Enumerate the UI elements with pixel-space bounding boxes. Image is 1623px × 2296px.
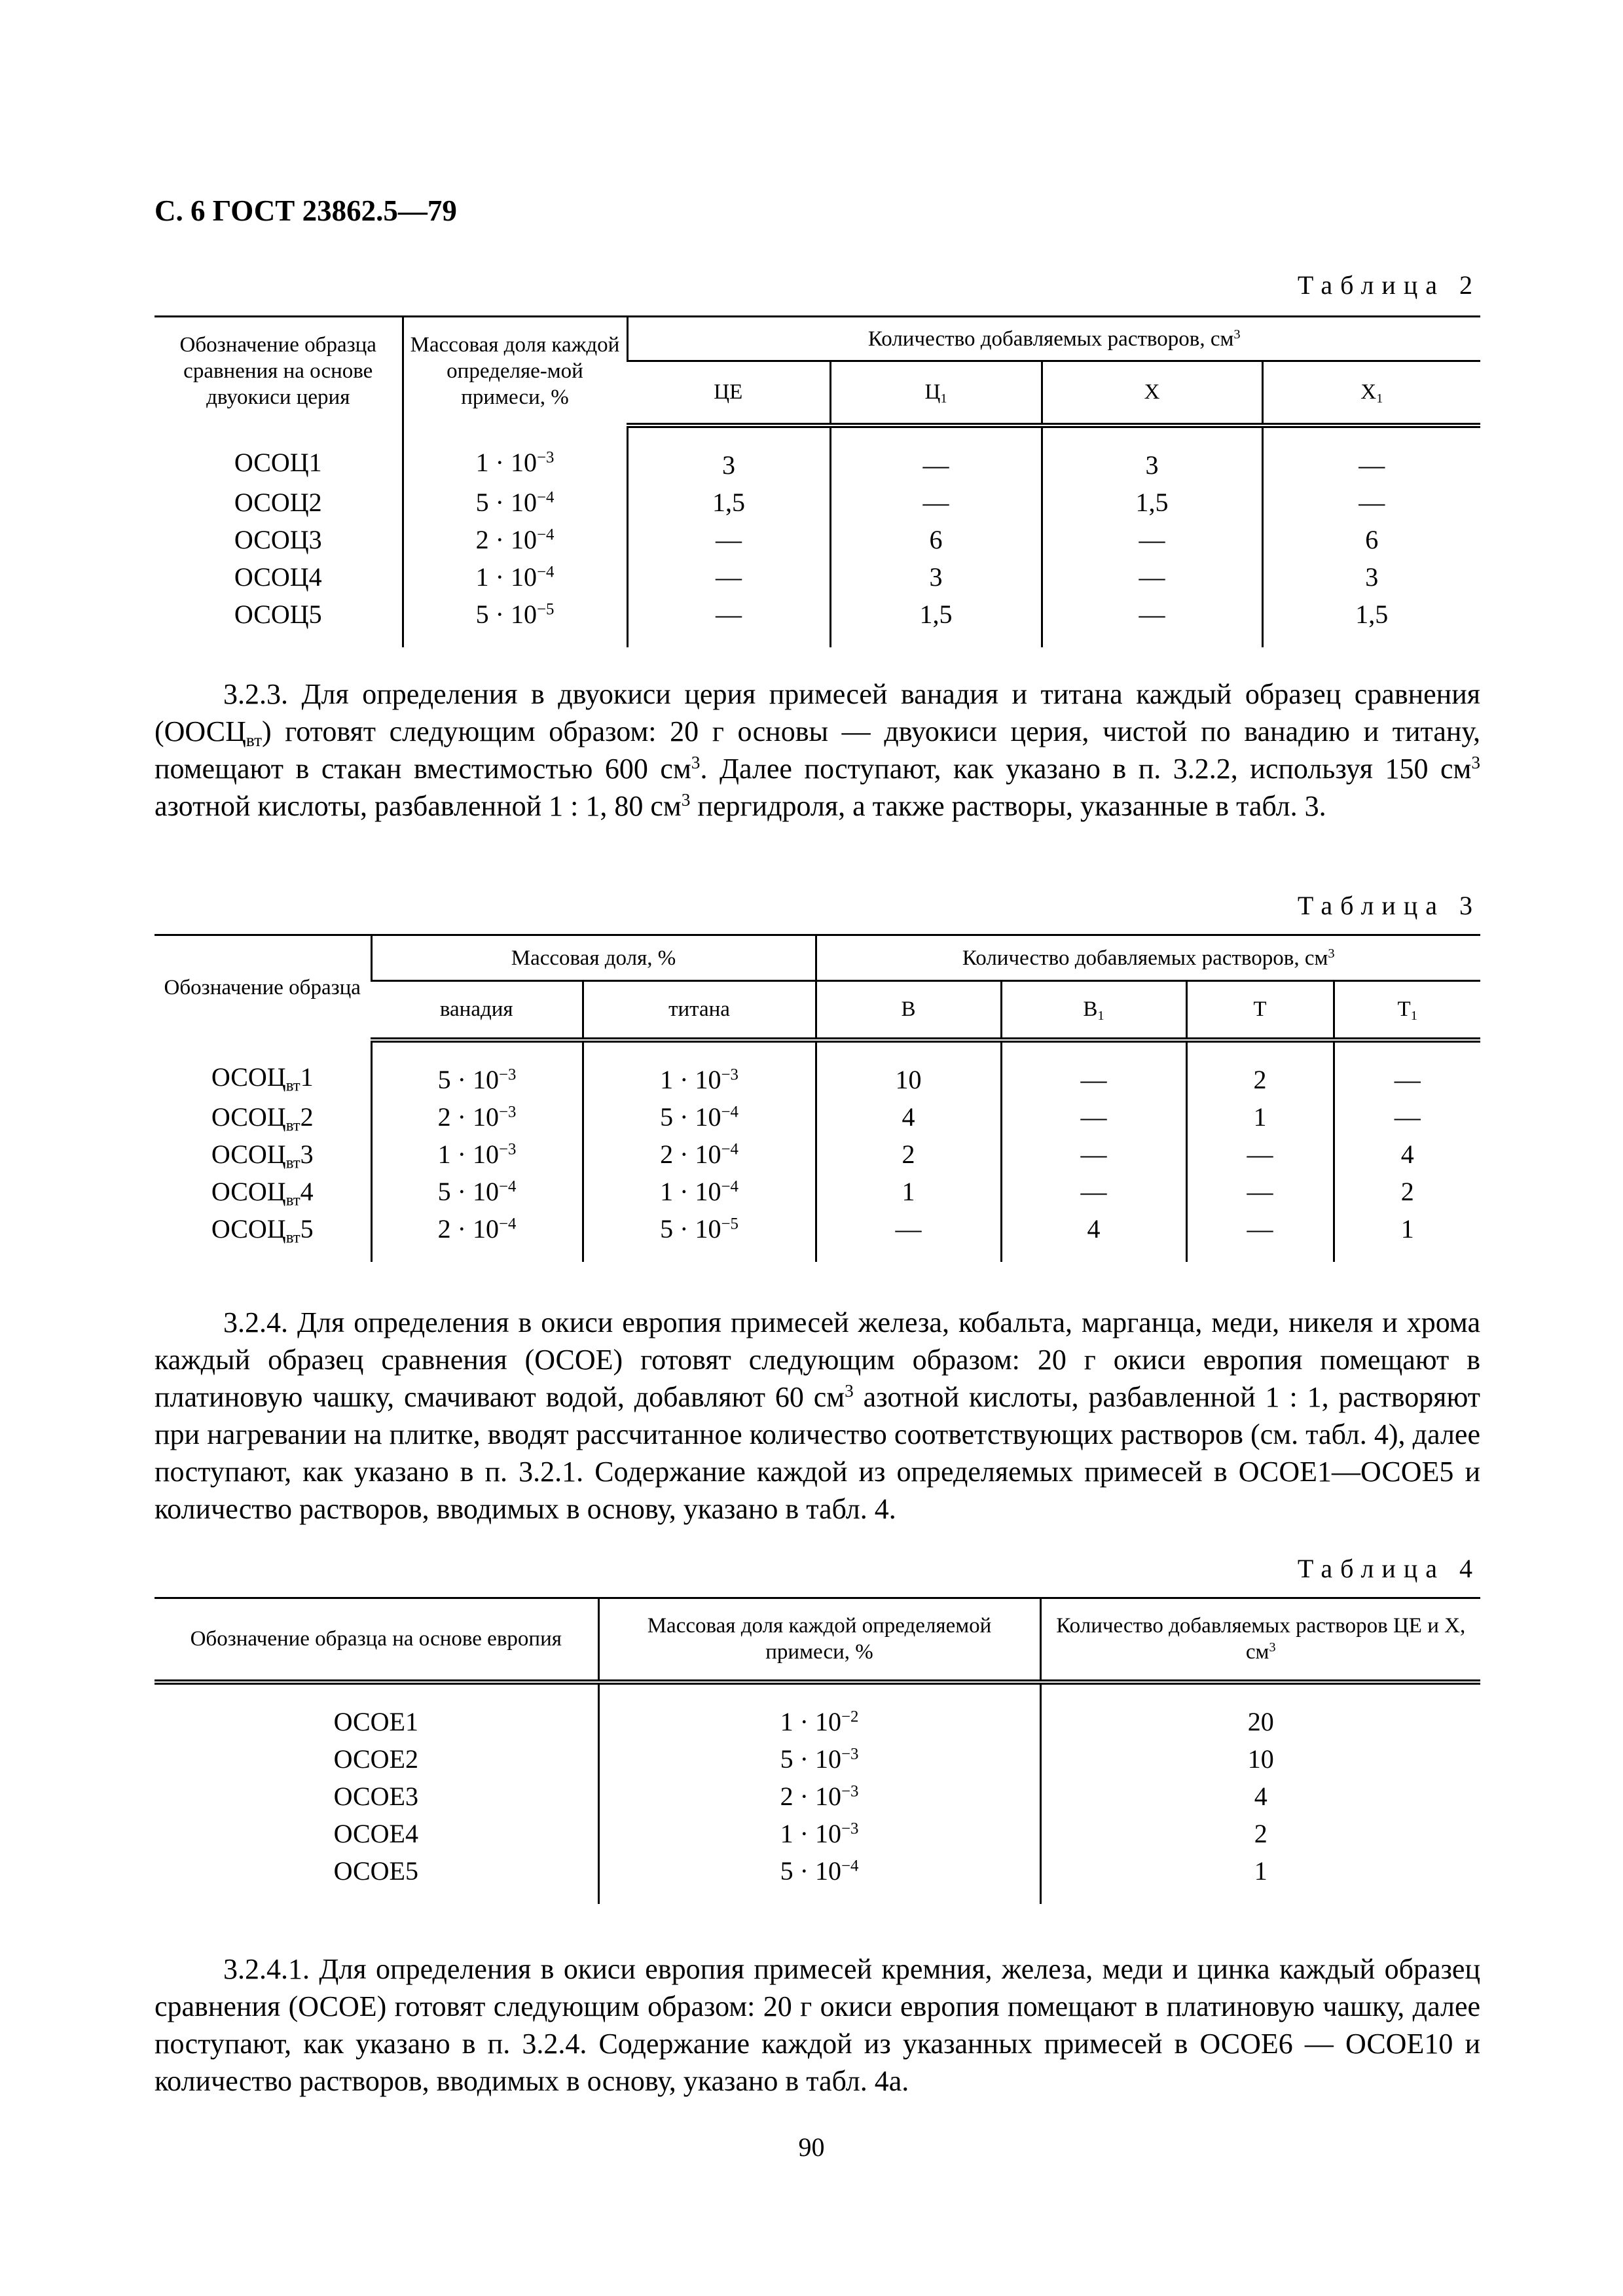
cell-titanium: $5 \cdot 10^{-5}$: [583, 1210, 816, 1262]
table-row: [155, 521, 1480, 558]
cell-designation: ОСОЕ4: [333, 1818, 418, 1848]
table-2-header-designation: Обозначение образца сравнения на основе двуокиси церия: [155, 317, 403, 425]
table-row: [155, 1815, 1480, 1852]
cell-solution: 1: [1334, 1210, 1480, 1262]
table-2: [155, 315, 1480, 647]
paragraph-3-2-4: 3.2.4. Для определения в окиси европия примесей железа, кобальта, марганца, меди, никеля и хрома каждый образец сравнения (ОСОЕ) готовят следующим образом: 20 г окиси европия помещают в платиновую чашку, смачивают водой, добавляют 60 $см^3$ азотной кислоты, разбавленной 1 : 1, растворяют при нагревании на плитке, вводят рассчитанное количество соответствующих растворов (см. табл. 4), далее поступают, как указано в п. 3.2.1. Содержание каждой из определяемых примесей в ОСОЕ1—ОСОЕ5 и количество растворов, вводимых в основу, указано в табл. 4.: [155, 1306, 1480, 1525]
table-2-caption: Таблица 2: [1297, 270, 1480, 300]
cell-solution: 6: [1262, 521, 1480, 558]
table-row: [155, 1852, 1480, 1904]
cell-designation: $ОСОЦ_{вт}4$: [211, 1176, 314, 1209]
table-row: [155, 484, 1480, 521]
cell-titanium: $1 \cdot 10^{-3}$: [583, 1040, 816, 1098]
cell-designation: ОСОЦ5: [234, 599, 322, 629]
paragraph-3-2-3: 3.2.3. Для определения в двуокиси церия примесей ванадия и титана каждый образец сравнения $(ООСЦ_{вт})$ готовят следующим образом: 20 г основы — двуокиси церия, чистой по ванадию и титану, помещают в стакан вместимостью 600 $см^3$. Далее поступают, как указано в п. 3.2.2, используя 150 $см^3$ азотной кислоты, разбавленной 1 : 1, 80 $см^3$ пергидроля, а также растворы, указанные в табл. 3.: [155, 678, 1480, 822]
paragraph-3-2-4-1: 3.2.4.1. Для определения в окиси европия примесей кремния, железа, меди и цинка каждый образец сравнения (ОСОЕ) готовят следующим образом: 20 г окиси европия помещают в платиновую чашку, далее поступают, как указано в п. 3.2.4. Содержание каждой из указанных примесей в ОСОЕ6 — ОСОЕ10 и количество растворов, вводимых в основу, указано в табл. 4а.: [155, 1953, 1480, 2097]
table-4-caption: Таблица 4: [1297, 1554, 1480, 1583]
table-3-subheader-titanium: титана: [583, 981, 816, 1040]
page-header: С. 6 ГОСТ 23862.5—79: [155, 194, 457, 227]
cell-designation: ОСОЕ3: [333, 1781, 418, 1811]
cell-designation: ОСОЦ3: [234, 524, 322, 554]
page-number: 90: [798, 2132, 825, 2162]
table-2-subheader-2: $Ц_1$: [830, 361, 1042, 425]
cell-titanium: $5 \cdot 10^{-4}$: [583, 1098, 816, 1136]
cell-solution: 4: [816, 1098, 1001, 1136]
table-3-header-mass-fraction: Массовая доля, %: [371, 935, 816, 981]
table-row: [155, 596, 1480, 647]
cell-solution: 4: [1001, 1210, 1186, 1262]
cell-solution: 1,5: [830, 596, 1042, 647]
cell-mass-fraction: $2 \cdot 10^{-3}$: [598, 1778, 1040, 1815]
table-3-subheader-b: В: [816, 981, 1001, 1040]
table-3-subheader-t: Т: [1186, 981, 1334, 1040]
table-2-header-mass-fraction: Массовая доля каждой определяе-мой примеси, %: [403, 317, 627, 425]
table-row: [155, 1778, 1480, 1815]
cell-mass-fraction: $5 \cdot 10^{-4}$: [403, 484, 627, 521]
cell-solution: 1,5: [627, 484, 830, 521]
table-row: [155, 1740, 1480, 1778]
table-row: [155, 1136, 1480, 1173]
cell-solution: —: [830, 425, 1042, 484]
table-3-subheader-b1: $В_1$: [1001, 981, 1186, 1040]
cell-designation: ОСОЕ1: [333, 1706, 418, 1736]
cell-solution: 3: [627, 425, 830, 484]
cell-solution: 3: [830, 558, 1042, 596]
table-2-subheader-1: ЦЕ: [627, 361, 830, 425]
table-row: [155, 1040, 1480, 1098]
table-2-subheader-3: Х: [1042, 361, 1262, 425]
cell-titanium: $1 \cdot 10^{-4}$: [583, 1173, 816, 1210]
cell-solution: —: [627, 558, 830, 596]
table-4-header-solutions: Количество добавляемых растворов ЦЕ и Х, $см^3$: [1040, 1598, 1480, 1682]
cell-designation: ОСОЦ2: [234, 487, 322, 517]
cell-designation: ОСОЕ5: [333, 1856, 418, 1886]
cell-designation: $ОСОЦ_{вт}2$: [211, 1102, 314, 1134]
cell-mass-fraction: $1 \cdot 10^{-4}$: [403, 558, 627, 596]
cell-solution: —: [1186, 1136, 1334, 1173]
table-2-subheader-4: $Х_1$: [1262, 361, 1480, 425]
cell-designation: $ОСОЦ_{вт}1$: [211, 1062, 314, 1094]
cell-solution: 2: [1040, 1815, 1480, 1852]
cell-solution: 4: [1040, 1778, 1480, 1815]
table-2-header-solutions: Количество добавляемых растворов, $см^3$: [627, 317, 1480, 361]
cell-mass-fraction: $5 \cdot 10^{-5}$: [403, 596, 627, 647]
cell-vanadium: $2 \cdot 10^{-4}$: [371, 1210, 583, 1262]
cell-mass-fraction: $5 \cdot 10^{-3}$: [598, 1740, 1040, 1778]
cell-solution: —: [1001, 1098, 1186, 1136]
cell-designation: ОСОЦ1: [234, 447, 322, 477]
cell-solution: —: [627, 596, 830, 647]
cell-solution: 10: [816, 1040, 1001, 1098]
cell-solution: —: [1001, 1173, 1186, 1210]
cell-solution: —: [1262, 484, 1480, 521]
table-row: [155, 1173, 1480, 1210]
table-row: [155, 1098, 1480, 1136]
cell-mass-fraction: $5 \cdot 10^{-4}$: [598, 1852, 1040, 1904]
table-3-caption: Таблица 3: [1297, 891, 1480, 920]
table-3-header-solutions: Количество добавляемых растворов, $см^3$: [816, 935, 1480, 981]
cell-designation: $ОСОЦ_{вт}3$: [211, 1139, 314, 1172]
cell-titanium: $2 \cdot 10^{-4}$: [583, 1136, 816, 1173]
cell-solution: —: [1186, 1210, 1334, 1262]
cell-vanadium: $5 \cdot 10^{-4}$: [371, 1173, 583, 1210]
cell-solution: —: [1186, 1173, 1334, 1210]
cell-solution: 4: [1334, 1136, 1480, 1173]
table-row: [155, 1210, 1480, 1262]
table-3: [155, 934, 1480, 1262]
table-3-subheader-t1: $Т_1$: [1334, 981, 1480, 1040]
cell-mass-fraction: $1 \cdot 10^{-3}$: [598, 1815, 1040, 1852]
cell-solution: 2: [1186, 1040, 1334, 1098]
cell-solution: 10: [1040, 1740, 1480, 1778]
cell-solution: —: [1262, 425, 1480, 484]
cell-solution: 20: [1040, 1682, 1480, 1740]
cell-solution: 1,5: [1262, 596, 1480, 647]
cell-solution: —: [1042, 558, 1262, 596]
cell-solution: 1: [1040, 1852, 1480, 1904]
table-3-subheader-vanadium: ванадия: [371, 981, 583, 1040]
cell-solution: 3: [1262, 558, 1480, 596]
cell-solution: 2: [1334, 1173, 1480, 1210]
cell-solution: —: [1334, 1098, 1480, 1136]
cell-solution: 6: [830, 521, 1042, 558]
cell-mass-fraction: $2 \cdot 10^{-4}$: [403, 521, 627, 558]
cell-solution: 1: [816, 1173, 1001, 1210]
cell-designation: $ОСОЦ_{вт}5$: [211, 1213, 314, 1246]
cell-mass-fraction: $1 \cdot 10^{-3}$: [403, 425, 627, 484]
cell-solution: —: [830, 484, 1042, 521]
cell-solution: 2: [816, 1136, 1001, 1173]
cell-solution: —: [1042, 521, 1262, 558]
table-4-header-mass-fraction: Массовая доля каждой определяемой примеси, %: [598, 1598, 1040, 1682]
cell-vanadium: $5 \cdot 10^{-3}$: [371, 1040, 583, 1098]
cell-solution: 1: [1186, 1098, 1334, 1136]
table-row: [155, 425, 1480, 484]
cell-solution: —: [1042, 596, 1262, 647]
cell-mass-fraction: $1 \cdot 10^{-2}$: [598, 1682, 1040, 1740]
table-row: [155, 558, 1480, 596]
cell-solution: —: [1001, 1136, 1186, 1173]
table-4: [155, 1597, 1480, 1904]
table-4-header-designation: Обозначение образца на основе европия: [155, 1598, 598, 1682]
cell-solution: 3: [1042, 425, 1262, 484]
table-row: [155, 1682, 1480, 1740]
cell-solution: —: [1334, 1040, 1480, 1098]
cell-designation: ОСОЕ2: [333, 1744, 418, 1774]
cell-solution: —: [627, 521, 830, 558]
cell-vanadium: $2 \cdot 10^{-3}$: [371, 1098, 583, 1136]
table-3-header-designation: Обозначение образца: [155, 935, 371, 1040]
cell-solution: —: [816, 1210, 1001, 1262]
cell-vanadium: $1 \cdot 10^{-3}$: [371, 1136, 583, 1173]
cell-designation: ОСОЦ4: [234, 562, 322, 592]
cell-solution: —: [1001, 1040, 1186, 1098]
cell-solution: 1,5: [1042, 484, 1262, 521]
